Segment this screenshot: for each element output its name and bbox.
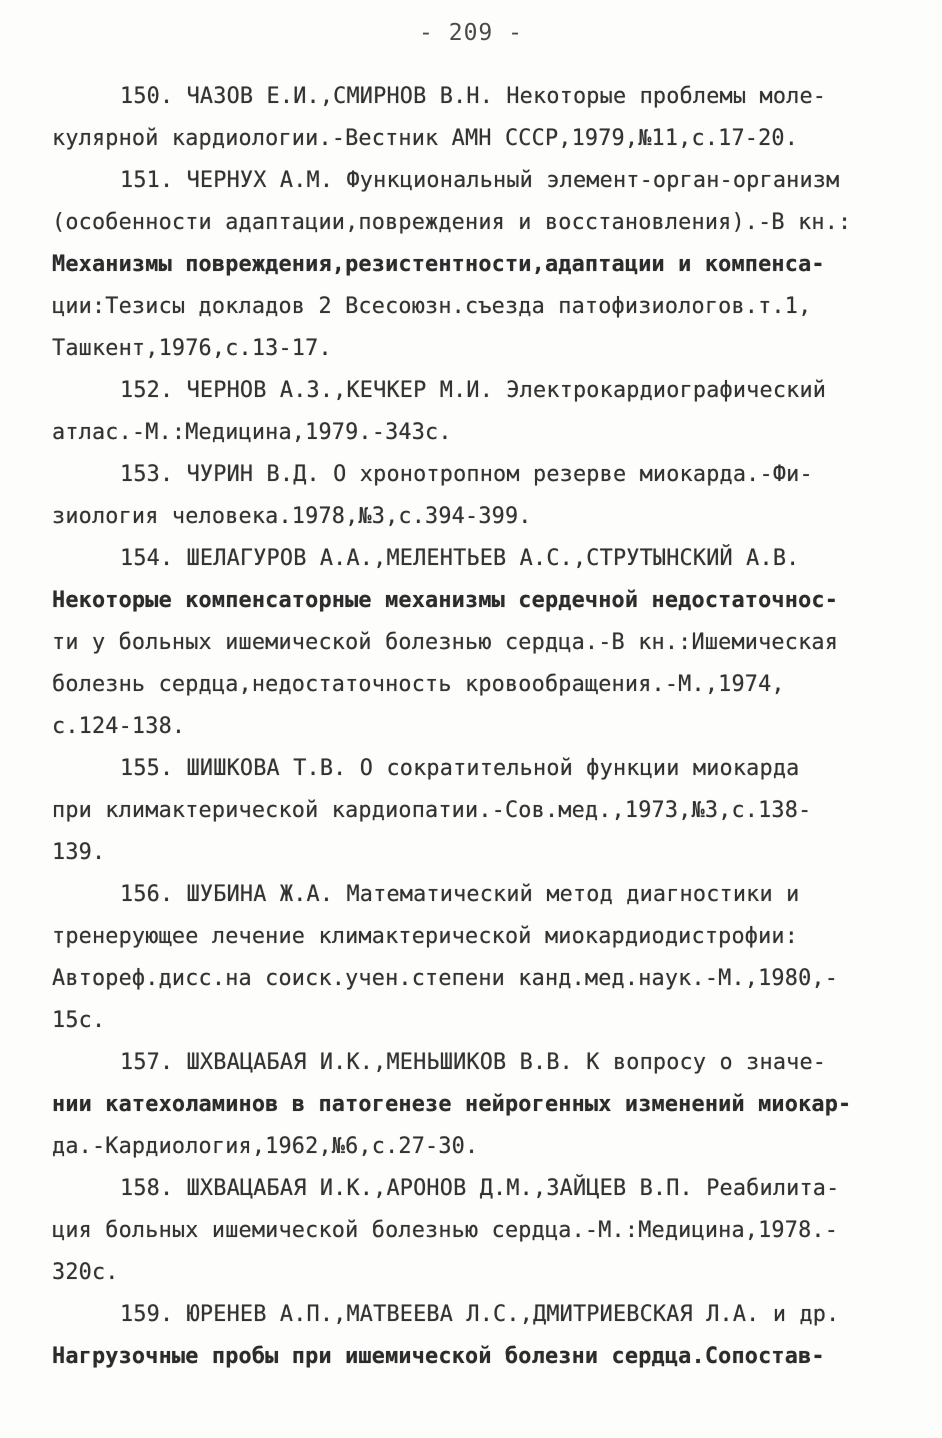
reference-line: с.124-138. (52, 714, 186, 739)
reference-line: 153. ЧУРИН В.Д. О хронотропном резерве миокарда.-Фи- (120, 462, 813, 487)
reference-entry-156 (52, 874, 892, 1042)
reference-line: 154. ШЕЛАГУРОВ А.А.,МЕЛЕНТЬЕВ А.С.,СТРУТЫНСКИЙ А.В. (120, 546, 800, 571)
reference-line: 152. ЧЕРНОВ А.З.,КЕЧКЕР М.И. Электрокардиографический (120, 378, 827, 403)
reference-entry-159 (52, 1294, 892, 1378)
reference-line: ция больных ишемической болезнью сердца.-М.:Медицина,1978.- (52, 1218, 839, 1243)
reference-line: зиология человека.1978,№3,с.394-399. (52, 504, 532, 529)
reference-line: 150. ЧАЗОВ Е.И.,СМИРНОВ В.Н. Некоторые проблемы моле- (120, 84, 827, 109)
reference-list (52, 76, 892, 1378)
reference-line: 151. ЧЕРНУХ А.М. Функциональный элемент-орган-организм (120, 168, 840, 193)
reference-line: Некоторые компенсаторные механизмы сердечной недостаточнос- (52, 588, 839, 613)
reference-line: 15с. (52, 1008, 106, 1033)
page-number: - 209 - (419, 20, 523, 46)
reference-entry-150 (52, 76, 892, 160)
reference-line: тренерующее лечение климактерической миокардиодистрофии: (52, 924, 799, 949)
reference-line: Автореф.дисс.на соиск.учен.степени канд.мед.наук.-М.,1980,- (52, 966, 839, 991)
reference-entry-152 (52, 370, 892, 454)
reference-entry-154 (52, 538, 892, 748)
reference-entry-153 (52, 454, 892, 538)
reference-line: да.-Кардиология,1962,№6,с.27-30. (52, 1134, 479, 1159)
reference-entry-158 (52, 1168, 892, 1294)
reference-line: 155. ШИШКОВА Т.В. О сократительной функции миокарда (120, 756, 800, 781)
reference-line: нии катехоламинов в патогенезе нейрогенных изменений миокар- (52, 1092, 852, 1117)
reference-line: 156. ШУБИНА Ж.А. Математический метод диагностики и (120, 882, 800, 907)
reference-line: Механизмы повреждения,резистентности,адаптации и компенса- (52, 252, 825, 277)
reference-line: атлас.-М.:Медицина,1979.-343с. (52, 420, 452, 445)
reference-line: при климактерической кардиопатии.-Сов.мед.,1973,№3,с.138- (52, 798, 812, 823)
reference-line: 320с. (52, 1260, 119, 1285)
reference-line: Нагрузочные пробы при ишемической болезни сердца.Сопостав- (52, 1344, 825, 1369)
reference-line: 157. ШХВАЦАБАЯ И.К.,МЕНЬШИКОВ В.В. К вопросу о значе- (120, 1050, 827, 1075)
reference-line: (особенности адаптации,повреждения и восстановления).-В кн.: (52, 210, 852, 235)
reference-line: кулярной кардиологии.-Вестник АМН СССР,1979,№11,с.17-20. (52, 126, 799, 151)
reference-line: ти у больных ишемической болезнью сердца.-В кн.:Ишемическая (52, 630, 839, 655)
reference-line: Ташкент,1976,с.13-17. (52, 336, 332, 361)
reference-entry-157 (52, 1042, 892, 1168)
reference-entry-155 (52, 748, 892, 874)
reference-line: болезнь сердца,недостаточность кровообращения.-М.,1974, (52, 672, 785, 697)
reference-line: 159. ЮРЕНЕВ А.П.,МАТВЕЕВА Л.С.,ДМИТРИЕВСКАЯ Л.А. и др. (120, 1302, 840, 1327)
reference-line: 139. (52, 840, 106, 865)
reference-entry-151 (52, 160, 892, 370)
reference-line: ции:Тезисы докладов 2 Всесоюзн.съезда патофизиологов.т.1, (52, 294, 812, 319)
reference-line: 158. ШХВАЦАБАЯ И.К.,АРОНОВ Д.М.,ЗАЙЦЕВ В.П. Реабилита- (120, 1176, 840, 1201)
